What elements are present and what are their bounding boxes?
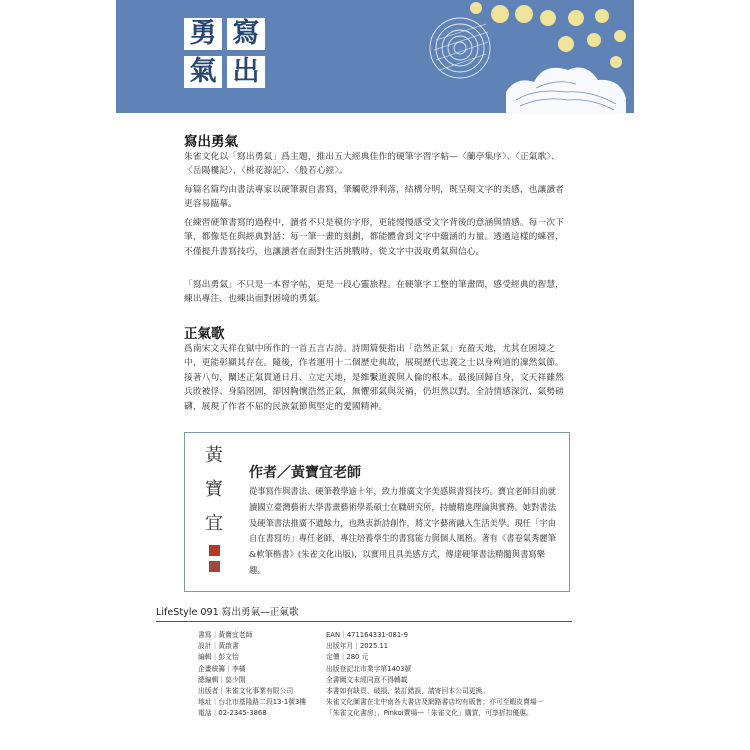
colophon-item: 本書如有缺頁、破損、裝訂錯誤，請寄回本公司更換。 [326, 687, 490, 696]
paragraph: 「寫出勇氣」不只是一本習字帖，更是一段心靈旅程。在硬筆字工整的筆畫間，感受經典的智慧，練出專注，也練出面對困境的勇氣。 [184, 280, 565, 305]
signature-char: 黃 [205, 445, 223, 466]
colophon-right [326, 630, 544, 720]
colophon-item: EAN｜471164331-081-9 [326, 631, 408, 639]
colophon-item: 書寫｜黃寶宜老師 [198, 631, 253, 639]
colophon-item: 出版登記北市業字第1403號 [326, 664, 412, 673]
colophon-item: 「朱雀文化書房」、Pinkoi賣場—「朱雀文化」購買，可享折扣優惠。 [326, 709, 533, 718]
colophon-item: 朱雀文化圖書在北中南各大書店及網路書店均有販售；亦可至蝦皮賣場一 [326, 698, 544, 707]
colophon-item: 出版者｜朱雀文化事業有限公司 [198, 687, 294, 696]
colophon-item: 全書圖文未經同意不得轉載 [326, 675, 408, 684]
colophon-item: 設計｜黃啟書 [198, 642, 239, 651]
paragraph: 朱雀文化以「寫出勇氣」爲主題，推出五大經典佳作的硬筆字習字帖—〈蘭亭集序〉、〈正氣歌〉、〈岳陽樓記〉、〈桃花源記〉、〈般若心經〉。 [184, 152, 560, 177]
colophon-item: 地址｜台北市基隆路二段13-1號3樓 [198, 698, 307, 707]
banner-title-char: 寫 [227, 18, 265, 50]
colophon-item: 出版年月｜2025.11 [326, 642, 389, 651]
divider [156, 621, 572, 622]
paragraph: 在練習硬筆書寫的過程中，讀者不只是模仿字形，更能慢慢感受文字背後的意涵與情感。每一次下筆，都像是在與經典對話；每一筆一畫的刻劃，都能體會到文字中蘊涵的力量。透過這樣的練習，不僅提升書寫技巧，也讓讀者在面對生活挑戰時，從文字中汲取勇氣與信心。 [184, 218, 565, 257]
author-box [184, 432, 570, 592]
colophon-item: 定價｜280 元 [326, 653, 369, 662]
signature-char: 宜 [205, 513, 223, 534]
colophon-item: 編輯｜彭文怡 [198, 653, 239, 662]
seal-stamp [209, 545, 220, 556]
banner-title-char: 氣 [184, 56, 222, 88]
paragraph: 每篇名篇均由書法專家以硬筆親自書寫，筆觸乾淨利落，結構分明，既呈現文字的美感，也讓讀者更容易臨摹。 [184, 185, 565, 210]
decorative-pattern [416, 0, 634, 113]
banner-title-char: 出 [227, 56, 265, 88]
seal-stamp [209, 561, 220, 572]
header-banner [116, 0, 634, 113]
series-line: LifeStyle 091 寫出勇氣—正氣歌 [156, 607, 299, 618]
author-bio: 從事寫作與書法、硬筆教學逾十年，致力推廣文字美感與書寫技巧。寶宜老師目前就讀國立臺灣藝術大學書畫藝術學系碩士在職研究所，持續精進理論與實務。她對書法及硬筆書法推廣不遺餘力，也熱衷新詩創作，將文字藝術融入生活美學。現任「宇由自在書寫坊」專任老師，專注培養學生的書寫能力與個人風格。著有《書卷氣秀麗筆&軟筆楷書》(朱雀文化出版)，以實用且具美感方式，傳達硬筆書法精髓與書寫樂趣。 [249, 486, 556, 575]
colophon-item: 企畫統籌｜李橘 [198, 664, 246, 673]
colophon-item: 總編輯｜莫少閒 [198, 675, 246, 684]
paragraph: 爲南宋文天祥在獄中所作的一首五言古詩。詩開篇便指出「浩然正氣」充盈天地，尤其在困境之中，更能彰顯其存在。隨後，作者運用十二個歷史典故，展現歷代忠義之士以身殉道的凜然氣節。接著八句，闡述正氣貫通日月、立定天地，是維繫道義與人倫的根本。最後回歸自身，文天祥雖然兵敗被俘、身陷囹圄，卻因胸懷浩然正氣，無懼邪氣與災禍，仍坦然以對。全詩情感深沉、氣勢磅礴，展現了作者不屈的民族氣節與堅定的愛國精神。 [184, 344, 565, 412]
banner-title-char: 勇 [184, 18, 222, 50]
signature-char: 寶 [205, 479, 223, 500]
colophon-item: 電話｜02-2345-3868 [198, 709, 267, 718]
colophon-left [198, 630, 306, 720]
section-title: 寫出勇氣 [184, 134, 238, 150]
section-title: 正氣歌 [184, 326, 225, 342]
author-title: 作者／黃寶宜老師 [249, 465, 361, 481]
book-page [116, 0, 634, 750]
